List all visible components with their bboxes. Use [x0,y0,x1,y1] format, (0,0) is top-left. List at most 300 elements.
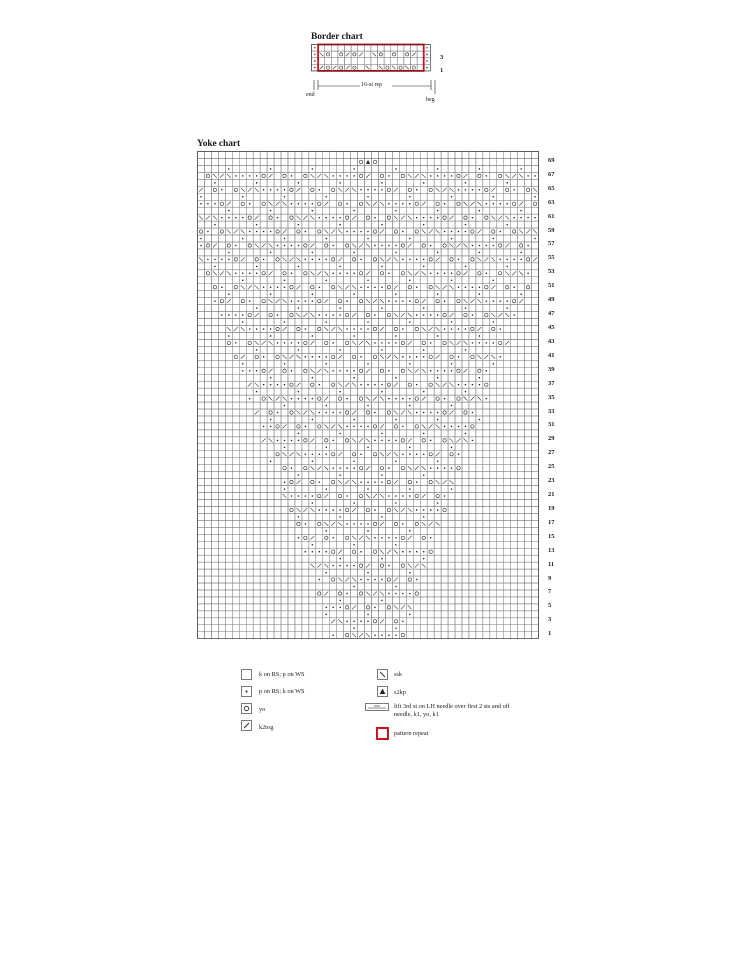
yoke-symbol-ssk [380,299,384,303]
yoke-cell [413,472,420,479]
yoke-cell [497,604,504,611]
yoke-cell [427,360,434,367]
yoke-symbol-dot [430,440,432,442]
yoke-cell [378,158,385,165]
yoke-symbol-dot [298,474,300,476]
yoke-cell [316,395,323,402]
yoke-symbol-dot [249,231,251,233]
yoke-cell [406,305,413,312]
yoke-cell [302,319,309,326]
yoke-symbol-dot [367,572,369,574]
yoke-cell [365,249,372,256]
yoke-cell [372,500,379,507]
yoke-cell [469,444,476,451]
yoke-cell [302,346,309,353]
yoke-cell [490,305,497,312]
yoke-cell [295,548,302,555]
yoke-symbol-ssk [338,480,342,484]
yoke-cell [260,332,267,339]
yoke-cell [330,152,337,159]
yoke-symbol-yo [276,327,279,330]
yoke-symbol-yo [332,286,335,289]
yoke-cell [246,576,253,583]
yoke-cell [420,625,427,632]
yoke-symbol-ssk [352,341,356,345]
yoke-cell [490,590,497,597]
yoke-cell [232,632,239,639]
yoke-cell [211,339,218,346]
yoke-cell [406,618,413,625]
yoke-cell [469,569,476,576]
yoke-cell [462,534,469,541]
yoke-cell [406,374,413,381]
yoke-cell [532,597,539,604]
yoke-cell [204,590,211,597]
yoke-symbol-k2tog [477,327,481,331]
yoke-cell [525,179,532,186]
yoke-cell [218,625,225,632]
yoke-cell [198,346,205,353]
yoke-cell [378,402,385,409]
yoke-cell [469,513,476,520]
yoke-cell [532,165,539,172]
yoke-symbol-dot [367,321,369,323]
yoke-cell [441,618,448,625]
yoke-cell [316,472,323,479]
yoke-cell [448,221,455,228]
yoke-cell [483,228,490,235]
yoke-cell [267,312,274,319]
yoke-cell [281,632,288,639]
yoke-cell [204,172,211,179]
yoke-cell [413,179,420,186]
yoke-cell [497,291,504,298]
yoke-symbol-ssk [366,341,370,345]
yoke-symbol-dot [319,551,321,553]
yoke-symbol-dot [235,245,237,247]
yoke-cell [392,513,399,520]
yoke-symbol-yo [401,536,404,539]
yoke-cell [490,326,497,333]
yoke-cell [525,305,532,312]
yoke-symbol-dot [423,391,425,393]
yoke-cell [525,284,532,291]
yoke-cell [385,583,392,590]
yoke-symbol-k2tog [269,271,273,275]
yoke-symbol-yo [311,286,314,289]
yoke-cell [427,395,434,402]
yoke-cell [253,200,260,207]
yoke-cell [351,493,358,500]
yoke-cell [365,207,372,214]
yoke-cell [476,465,483,472]
yoke-symbol-k2tog [331,424,335,428]
yoke-symbol-yo [443,216,446,219]
yoke-cell [246,179,253,186]
yoke-cell [211,618,218,625]
yoke-cell [441,632,448,639]
yoke-cell [281,214,288,221]
yoke-symbol-yo [283,467,286,470]
yoke-cell [469,360,476,367]
yoke-cell [358,409,365,416]
yoke-cell [497,493,504,500]
yoke-symbol-k2tog [352,313,356,317]
yoke-cell [490,346,497,353]
yoke-cell [351,388,358,395]
border-symbol-yo [386,66,389,69]
yoke-cell [385,165,392,172]
yoke-symbol-dot [256,175,258,177]
yoke-cell [497,430,504,437]
yoke-cell [351,263,358,270]
yoke-symbol-dot [388,398,390,400]
yoke-cell [295,228,302,235]
yoke-cell [323,576,330,583]
yoke-cell [385,249,392,256]
yoke-symbol-dot [458,384,460,386]
yoke-symbol-ssk [408,174,412,178]
yoke-cell [246,402,253,409]
yoke-cell [198,493,205,500]
yoke-symbol-dot [235,217,237,219]
yoke-symbol-yo [526,188,529,191]
yoke-cell [497,534,504,541]
yoke-cell [427,458,434,465]
yoke-symbol-dot [228,217,230,219]
yoke-cell [316,583,323,590]
yoke-symbol-dot [367,488,369,490]
yoke-cell [518,513,525,520]
yoke-cell [246,500,253,507]
yoke-cell [267,158,274,165]
yoke-symbol-dot [416,453,418,455]
yoke-cell [288,305,295,312]
yoke-symbol-dot [437,502,439,504]
yoke-cell [497,374,504,381]
yoke-symbol-yo [248,313,251,316]
yoke-symbol-dot [277,314,279,316]
yoke-cell [198,402,205,409]
yoke-cell [211,611,218,618]
yoke-symbol-yo [485,286,488,289]
yoke-cell [260,291,267,298]
yoke-cell [385,158,392,165]
yoke-symbol-yo [499,341,502,344]
yoke-symbol-k2tog [498,313,502,317]
yoke-cell [441,604,448,611]
yoke-symbol-yo [241,202,244,205]
yoke-cell [274,611,281,618]
yoke-symbol-dot [305,495,307,497]
legend-label-purl: p on RS; k on WS [259,688,305,695]
yoke-cell [204,569,211,576]
yoke-cell [420,541,427,548]
yoke-symbol-dot [430,245,432,247]
yoke-symbol-yo [345,244,348,247]
yoke-symbol-yo [387,383,390,386]
yoke-cell [351,451,358,458]
yoke-symbol-k2tog [422,494,426,498]
yoke-symbol-yo [262,272,265,275]
yoke-cell [351,486,358,493]
yoke-cell [525,590,532,597]
yoke-symbol-dot [319,259,321,261]
yoke-cell [309,569,316,576]
yoke-cell [274,527,281,534]
yoke-cell [204,360,211,367]
yoke-cell [295,611,302,618]
yoke-cell [497,506,504,513]
yoke-cell [399,305,406,312]
border-cell [325,64,332,71]
yoke-cell [476,534,483,541]
yoke-cell [225,604,232,611]
yoke-symbol-dot [214,203,216,205]
yoke-symbol-dot [325,279,327,281]
yoke-cell [525,479,532,486]
yoke-cell [399,152,406,159]
yoke-cell [337,291,344,298]
yoke-symbol-yo [499,272,502,275]
yoke-cell [274,486,281,493]
yoke-cell [246,632,253,639]
yoke-cell [511,576,518,583]
yoke-cell [511,486,518,493]
border-symbol-yo [340,66,343,69]
yoke-cell [274,513,281,520]
yoke-cell [511,423,518,430]
yoke-cell [406,326,413,333]
yoke-symbol-dot [409,238,411,240]
yoke-cell [288,152,295,159]
yoke-symbol-dot [395,634,397,636]
yoke-symbol-dot [284,321,286,323]
yoke-symbol-dot [388,467,390,469]
yoke-cell [260,235,267,242]
border-symbol-ssk [372,53,376,57]
border-symbol-k2tog [346,53,350,57]
yoke-cell [274,548,281,555]
yoke-cell [358,555,365,562]
yoke-symbol-dot [298,342,300,344]
yoke-symbol-dot [346,273,348,275]
yoke-cell [225,235,232,242]
yoke-symbol-dot [465,349,467,351]
legend-ssk-icon [377,669,388,680]
yoke-cell [204,186,211,193]
border-cell [364,58,371,65]
yoke-cell [406,186,413,193]
yoke-cell [406,583,413,590]
yoke-cell [525,381,532,388]
yoke-cell [469,277,476,284]
yoke-cell [274,458,281,465]
yoke-symbol-dot [228,293,230,295]
yoke-symbol-yo [304,341,307,344]
yoke-cell [504,548,511,555]
yoke-cell [323,152,330,159]
yoke-cell [490,423,497,430]
yoke-cell [372,388,379,395]
yoke-cell [532,486,539,493]
yoke-cell [316,604,323,611]
yoke-cell [246,444,253,451]
yoke-cell [385,541,392,548]
yoke-cell [218,576,225,583]
yoke-cell [239,200,246,207]
yoke-cell [232,541,239,548]
yoke-symbol-dot [263,356,265,358]
yoke-cell [441,451,448,458]
yoke-cell [399,527,406,534]
yoke-cell [497,165,504,172]
yoke-cell [260,214,267,221]
yoke-cell [469,423,476,430]
yoke-cell [413,165,420,172]
yoke-symbol-yo [359,564,362,567]
yoke-cell [462,562,469,569]
yoke-symbol-yo [255,258,258,261]
yoke-cell [218,548,225,555]
yoke-cell [504,534,511,541]
yoke-cell [309,319,316,326]
yoke-cell [274,305,281,312]
yoke-cell [441,249,448,256]
yoke-symbol-ssk [366,397,370,401]
yoke-cell [483,555,490,562]
yoke-cell [427,451,434,458]
yoke-symbol-dot [214,224,216,226]
yoke-cell [330,200,337,207]
yoke-cell [434,339,441,346]
yoke-cell [253,555,260,562]
yoke-cell [427,562,434,569]
yoke-symbol-k2tog [317,271,321,275]
yoke-cell [497,562,504,569]
yoke-cell [476,444,483,451]
yoke-cell [281,506,288,513]
yoke-cell [483,207,490,214]
yoke-symbol-dot [430,273,432,275]
yoke-symbol-k2tog [373,202,377,206]
yoke-symbol-dot [270,293,272,295]
yoke-symbol-yo [262,299,265,302]
yoke-cell [351,277,358,284]
yoke-symbol-dot [367,196,369,198]
yoke-cell [385,500,392,507]
yoke-cell [532,562,539,569]
yoke-symbol-k2tog [317,174,321,178]
yoke-cell [253,207,260,214]
yoke-cell [490,632,497,639]
yoke-cell [204,493,211,500]
yoke-symbol-yo [401,174,404,177]
yoke-symbol-dot [374,314,376,316]
yoke-symbol-k2tog [373,299,377,303]
yoke-symbol-yo [297,522,300,525]
yoke-cell [302,270,309,277]
yoke-cell [309,618,316,625]
yoke-cell [288,618,295,625]
yoke-cell [204,165,211,172]
yoke-cell [525,472,532,479]
yoke-cell [385,388,392,395]
yoke-cell [518,534,525,541]
yoke-cell [253,256,260,263]
yoke-cell [239,458,246,465]
yoke-cell [204,597,211,604]
yoke-cell [337,590,344,597]
yoke-cell [337,395,344,402]
yoke-cell [525,541,532,548]
yoke-cell [490,444,497,451]
yoke-symbol-k2tog [359,536,363,540]
yoke-cell [302,513,309,520]
yoke-cell [232,360,239,367]
yoke-cell [532,604,539,611]
yoke-symbol-dot [409,488,411,490]
yoke-symbol-dot [395,440,397,442]
yoke-cell [483,249,490,256]
yoke-cell [239,493,246,500]
yoke-cell [413,444,420,451]
yoke-cell [441,312,448,319]
yoke-row-label: 45 [548,324,555,331]
yoke-cell [358,214,365,221]
yoke-cell [372,444,379,451]
yoke-cell [211,291,218,298]
yoke-cell [302,444,309,451]
yoke-cell [497,367,504,374]
yoke-cell [218,242,225,249]
yoke-cell [232,430,239,437]
yoke-cell [497,152,504,159]
yoke-symbol-dot [277,245,279,247]
yoke-symbol-yo [380,467,383,470]
yoke-row-label: 65 [548,184,555,192]
yoke-cell [441,444,448,451]
yoke-cell [337,611,344,618]
yoke-cell [204,555,211,562]
yoke-symbol-yo [345,606,348,609]
yoke-cell [434,583,441,590]
yoke-cell [441,165,448,172]
yoke-cell [218,249,225,256]
yoke-symbol-yo [359,397,362,400]
yoke-cell [525,249,532,256]
yoke-symbol-dot [284,196,286,198]
yoke-cell [525,597,532,604]
yoke-cell [511,388,518,395]
yoke-cell [225,277,232,284]
yoke-row-label: 17 [548,518,555,526]
yoke-symbol-dot [388,342,390,344]
yoke-cell [309,555,316,562]
yoke-symbol-yo [234,286,237,289]
yoke-row-label: 13 [548,546,555,554]
yoke-cell [532,284,539,291]
yoke-cell [399,534,406,541]
yoke-symbol-ssk [366,592,370,596]
yoke-symbol-k2tog [380,619,384,623]
yoke-cell [316,625,323,632]
yoke-symbol-ssk [199,216,203,220]
yoke-cell [399,381,406,388]
yoke-cell [525,395,532,402]
yoke-cell [469,172,476,179]
yoke-symbol-dot [527,217,529,219]
